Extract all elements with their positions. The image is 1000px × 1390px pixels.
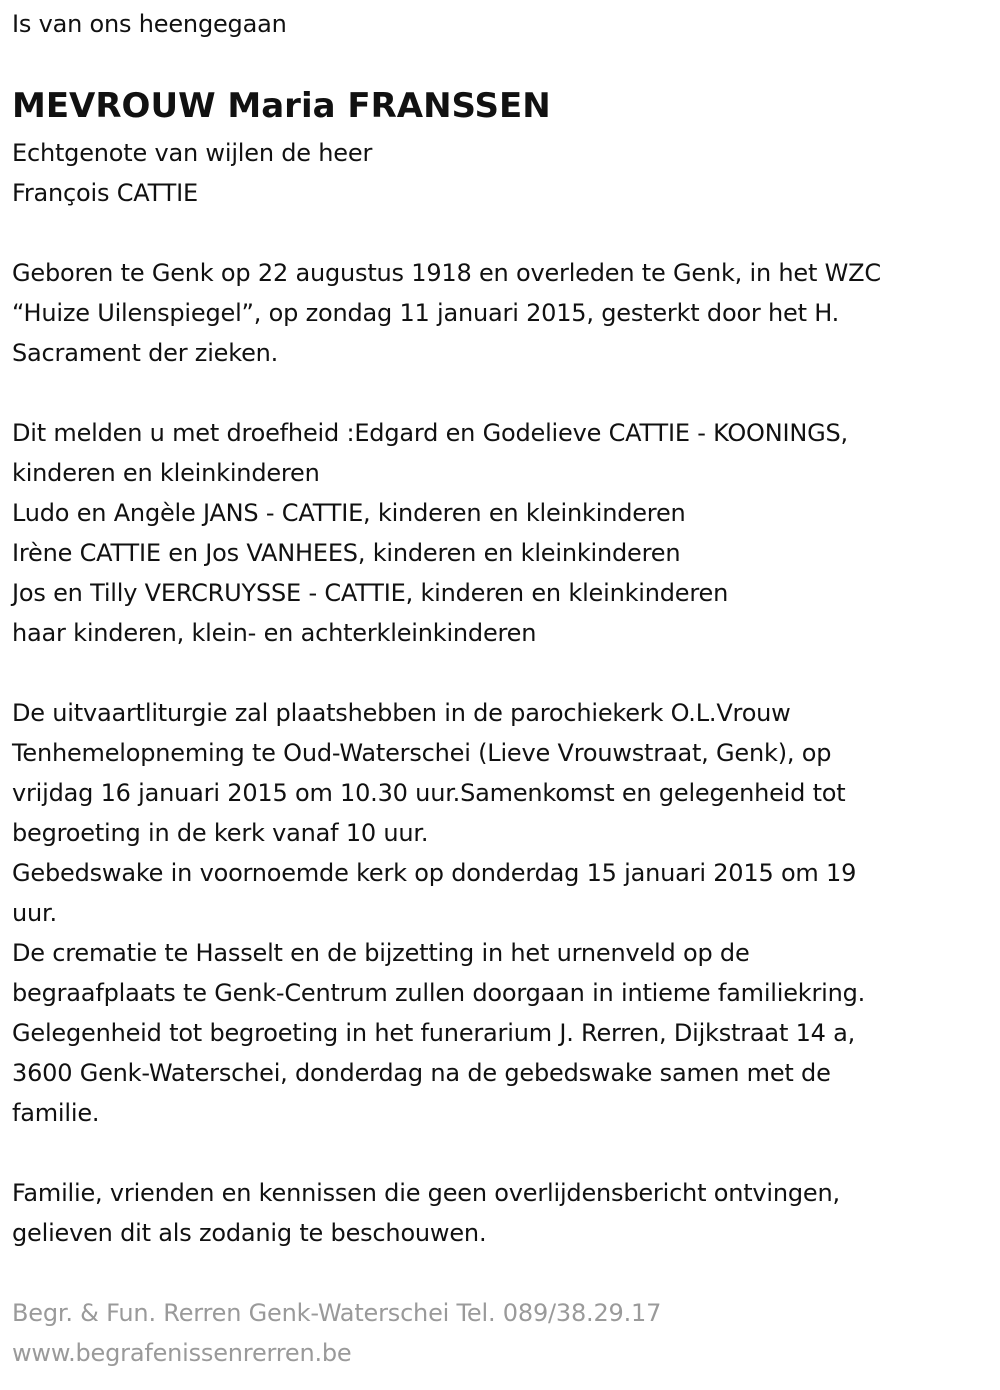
birth-line: Geboren te Genk op 22 augustus 1918 en overleden te Genk, in het WZC	[12, 259, 881, 287]
spouse-line: Echtgenote van wijlen de heer	[12, 139, 373, 167]
website-link[interactable]: www.begrafenissenrerren.be	[12, 1339, 352, 1367]
deceased-name: MEVROUW Maria FRANSSEN	[12, 86, 551, 126]
notice-line: Familie, vrienden en kennissen die geen overlijdensbericht ontvingen,	[12, 1179, 840, 1207]
spouse-section	[12, 133, 372, 213]
funeral-line: uur.	[12, 899, 57, 927]
family-line: Jos en Tilly VERCRUYSSE - CATTIE, kinderen en kleinkinderen	[12, 579, 729, 607]
intro-text: Is van ons heengegaan	[12, 10, 287, 38]
funeral-line: Gebedswake in voornoemde kerk op donderdag 15 januari 2015 om 19	[12, 859, 857, 887]
family-line: Ludo en Angèle JANS - CATTIE, kinderen en kleinkinderen	[12, 499, 686, 527]
funeral-line: De uitvaartliturgie zal plaatshebben in de parochiekerk O.L.Vrouw	[12, 699, 791, 727]
birth-line: Sacrament der zieken.	[12, 339, 279, 367]
notice-line: gelieven dit als zodanig te beschouwen.	[12, 1219, 487, 1247]
family-section	[12, 413, 848, 653]
family-line: Dit melden u met droefheid :Edgard en Godelieve CATTIE - KOONINGS,	[12, 419, 848, 447]
funeral-line: begraafplaats te Genk-Centrum zullen doorgaan in intieme familiekring.	[12, 979, 866, 1007]
funeral-line: Tenhemelopneming te Oud-Waterschei (Lieve Vrouwstraat, Genk), op	[12, 739, 832, 767]
birth-death-section	[12, 253, 881, 373]
family-line: kinderen en kleinkinderen	[12, 459, 320, 487]
funeral-line: Gelegenheid tot begroeting in het funerarium J. Rerren, Dijkstraat 14 a,	[12, 1019, 856, 1047]
funeral-line: 3600 Genk-Waterschei, donderdag na de gebedswake samen met de	[12, 1059, 831, 1087]
funeral-line: begroeting in de kerk vanaf 10 uur.	[12, 819, 429, 847]
funeral-section	[12, 693, 865, 1133]
funeral-line: familie.	[12, 1099, 100, 1127]
birth-line: “Huize Uilenspiegel”, op zondag 11 januari 2015, gesterkt door het H.	[12, 299, 840, 327]
notice-section	[12, 1173, 840, 1253]
family-line: haar kinderen, klein- en achterkleinkinderen	[12, 619, 537, 647]
funeral-home-info: Begr. & Fun. Rerren Genk-Waterschei Tel. 089/38.29.17	[12, 1299, 662, 1327]
funeral-line: vrijdag 16 januari 2015 om 10.30 uur.Samenkomst en gelegenheid tot	[12, 779, 846, 807]
family-line: Irène CATTIE en Jos VANHEES, kinderen en kleinkinderen	[12, 539, 681, 567]
footer	[12, 1293, 661, 1373]
funeral-line: De crematie te Hasselt en de bijzetting in het urnenveld op de	[12, 939, 750, 967]
spouse-line: François CATTIE	[12, 179, 198, 207]
